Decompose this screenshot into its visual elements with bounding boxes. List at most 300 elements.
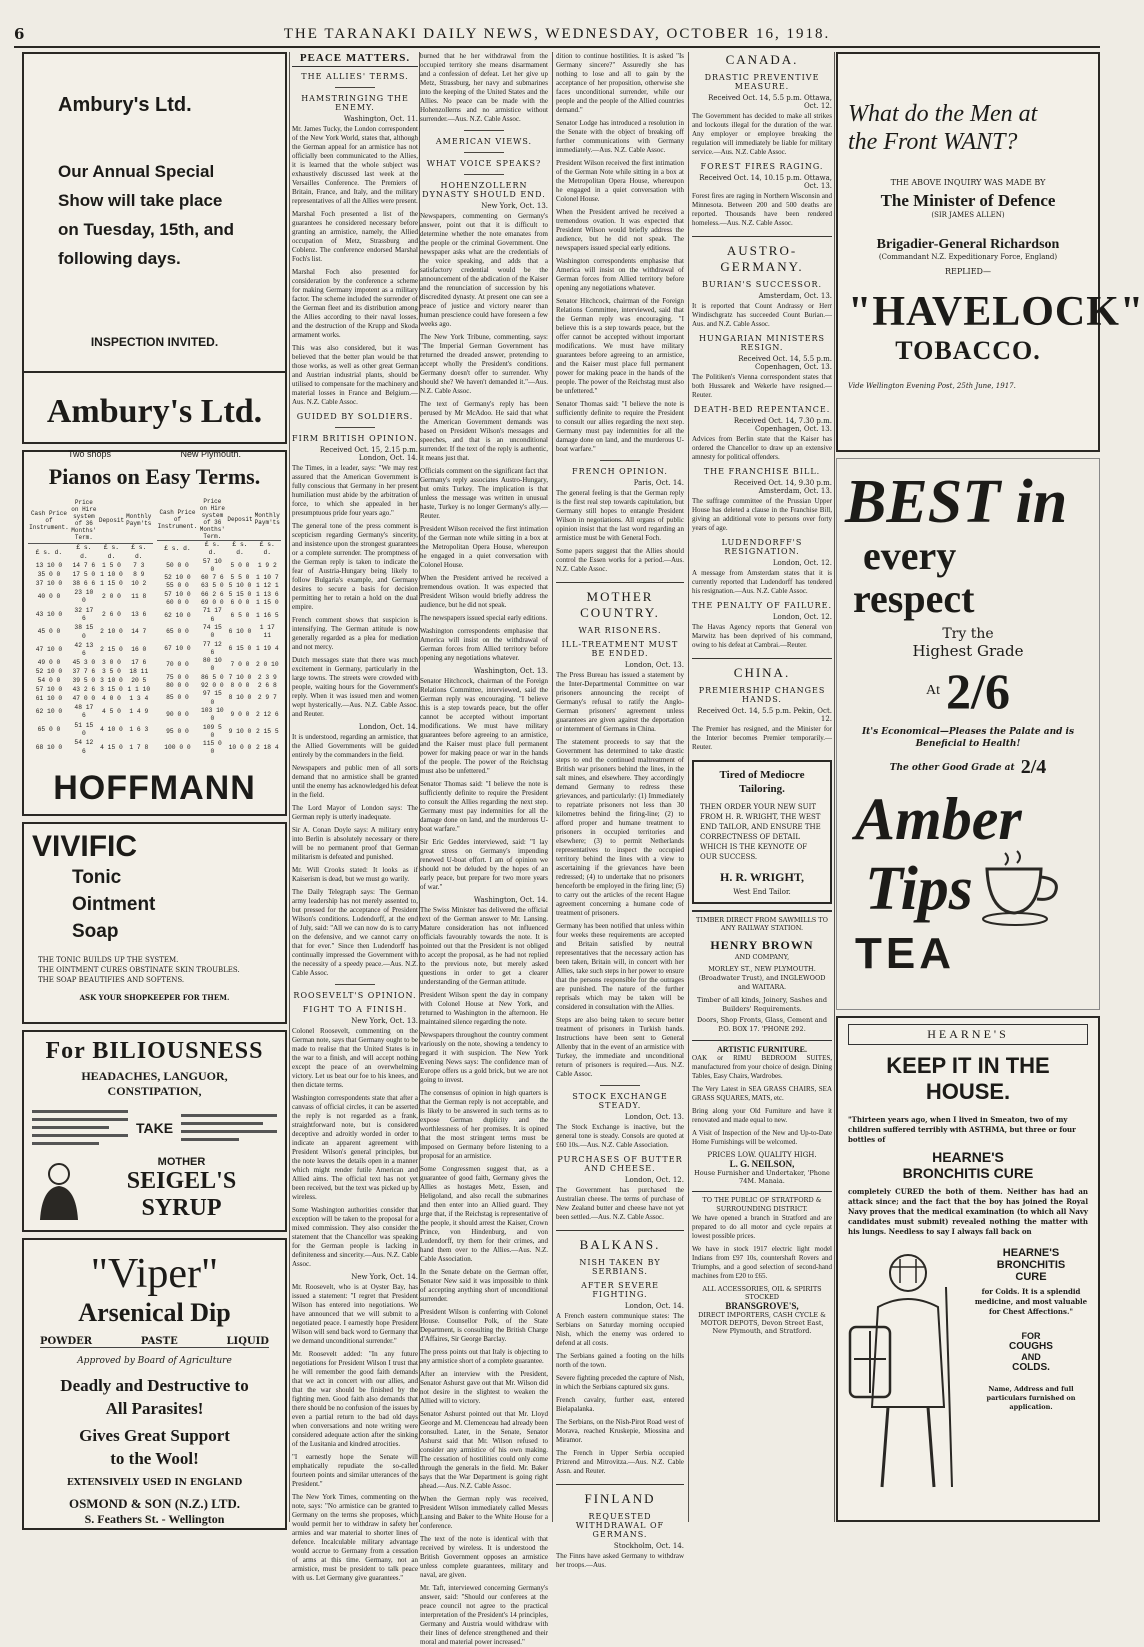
article-paragraph: Mr. Will Crooks stated: It looks as if Kaiserism is dead, but we must go warily. [292,866,418,883]
table-row [28,571,153,580]
brown-top: TIMBER DIRECT FROM SAWMILLS TO ANY RAILWAY STATION. [696,916,828,932]
table-cell: 65 0 0 [166,628,189,636]
viper-slogan-2: All Parasites! [105,1399,204,1418]
table-cell: 1 5 0 [102,561,121,569]
table-cell: £ s. d. [131,544,147,560]
news-column-american-views [420,52,548,1646]
column-rule [688,52,689,1522]
article-paragraph: President Wilson received the first intimation of the German Note while sitting in a box at the Metropolitan Opera House, whereupon he engaged in a quiet conversation with Colonel House. [556,159,684,203]
table-cell: 43 2 6 [72,685,96,693]
table-cell: 5 10 0 [228,582,252,590]
section-title-balkans: BALKANS. [556,1230,684,1253]
table-cell: 52 10 0 [164,574,191,582]
table-cell: 45 0 0 [37,628,61,636]
table-cell: 74 15 0 [202,623,222,640]
neilson-name: L. G. NEILSON, [729,1159,795,1169]
article-paragraph: Officials comment on the significant fact that Germany's reply associates Austro-Hungary, but omits Turkey. The implication is that unless the message was written in unusual haste, Turkey is no longer Germany's ally.—Reuter. [420,467,548,520]
article-paragraph: The suffrage committee of the Prussian Upper House has deleted a clause in the Franchise Bill, giving an additional vote to persons over forty years of age. [692,497,832,532]
wright-name: H. R. WRIGHT, [720,870,804,884]
col-header: Cash Price of Instrument. [157,498,199,541]
dateline: Stockholm, Oct. 14. [613,1542,684,1550]
seigel-mother: MOTHER [157,1156,206,1168]
dateline: London, Oct. 12. [624,1176,684,1184]
table-cell: 1 9 2 [257,561,277,569]
amber-try: Try the [942,626,994,642]
table-cell: 3 5 0 [102,668,121,676]
table-cell: 1 16 5 [255,611,279,619]
article-paragraph: Some papers suggest that the Allies should control the Essen works for a period.—Aus. N.Z. Cable Assoc. [556,547,684,573]
article-paragraph: President Wilson is conferring with Colonel House. Counsellor Polk, of the State Department, is consulting the British Charge d'Affaires, Sir George Barclay. [420,1308,548,1343]
col-header: Price on Hire system of 36 Months' Term. [199,498,225,540]
table-row [28,588,153,606]
news-column-peace [292,52,418,1582]
article-paragraph: Severe fighting preceded the capture of Nish, in which the Serbians captured six guns. [556,1374,684,1391]
table-cell: 54 12 6 [74,739,94,755]
table-cell: 13 10 0 [35,561,63,569]
table-cell: 37 7 6 [72,668,96,676]
havelock-source: Vide Wellington Evening Post, 25th June, 1917. [848,382,1016,390]
column-rule [834,52,835,1522]
table-cell: 10 0 0 [228,744,252,752]
table-row [28,677,153,686]
col-header: Cash Price of Instrument. [28,498,70,543]
seigel-syrup: SEIGEL'S SYRUP [126,1168,237,1221]
article-paragraph: The Serbians gained a footing on the hills north of the town. [556,1352,684,1369]
table-cell: 42 13 6 [74,641,94,658]
table-cell: 2 3 9 [257,673,277,681]
table-row [157,582,282,590]
table-cell: 38 6 6 [72,579,96,587]
table-cell: 80 10 0 [202,657,222,673]
subheading: ROOSEVELT'S OPINION. [293,991,417,1000]
amburys-name-large: Ambury's Ltd. [46,393,263,430]
table-cell: 5 5 0 [230,574,250,582]
page-number: 6 [14,25,25,43]
bransgrove-text: DIRECT IMPORTERS, CASH CYCLE & MOTOR DEPOTS, Devon Street East, New Plymouth, and Stratford. [698,1311,826,1335]
dateline: Received Oct. 14, 9.30 p.m. Amsterdam, Oct. 13. [733,479,832,495]
subheading: HAMSTRINGING THE ENEMY. [301,94,409,112]
article-paragraph: The Lord Mayor of London says: The German reply is utterly inadequate. [292,804,418,821]
table-cell: 9 0 0 [230,711,250,719]
article-paragraph: In the Senate debate on the German offer, Senator New said it was impossible to think of accepting anything short of unconditional surrender. [420,1268,548,1303]
peace-title: PEACE MATTERS. [292,52,418,67]
amber-highest: Highest Grade [912,642,1024,660]
article-paragraph: President Wilson received the first intimation of the German note while sitting in a box at the Metropolitan Opera House, whereupon he engaged in a quiet conversation with Colonel House. [420,525,548,569]
article-paragraph: dition to continue hostilities. It is asked "Is Germany sincere?" Assuredly she has nothing to lose and all to gain by the acceptance of her proposition, otherwise she faces unconditional surrender, while our people and the people of the Allied countries demand." [556,52,684,114]
table-cell: 103 10 0 [201,706,224,723]
article-paragraph: Marshal Foch presented a list of the guarantees he considered necessary before granting an armistice, namely, the Allied occupation of Metz, Strassburg and Coblenz. The conference endorsed Marshal Foch's list. [292,210,418,263]
article-paragraph: The text of the note is identical with that received by wireless. It is understood the British Government opposes an armistice unless complete guarantees, military and naval, are given. [420,1535,548,1579]
section-title-austro-germany: AUSTRO-GERMANY. [692,236,832,275]
table-cell: 80 0 0 [166,682,189,690]
table-row [28,739,153,757]
article-paragraph: Washington correspondents state that after a canvass of official circles, it can be asserted the reply is not regarded as a frank, straightforward note, but is considered deceptive and adroitly worded in order to indicate an apparent agreement with President Wilson's general principles, but the note leaves the details open in a manner which might render futile American and Allied aims. The official text has not yet been received, but the text was picked up by wireless. [292,1094,418,1201]
dateline: London, Oct. 14. [624,1302,684,1310]
article-paragraph: Dutch messages state that there was much excitement in Germany, particularly in the large towns. The streets were crowded with people, waiting hours for the Government's reply. When it was issued men and women wept hysterically.—Aus. N.Z. Cable Assoc. and Reuter. [292,656,418,718]
show-line: Our Annual Special [58,162,215,181]
news-column-mother-country [556,52,684,1569]
table-cell: 2 18 4 [255,744,279,752]
subheading: THE FRANCHISE BILL. [703,467,821,476]
table-cell: 13 6 [131,610,147,618]
subheading: THE ALLIES' TERMS. [301,72,409,81]
article-paragraph: Steps are also being taken to secure better treatment of prisoners in Turkish hands. Instructions have been sent to General Allenby that in the event of an armistice with Turkey, the immediate and unconditional return of prisoners is required.—Aus. N.Z. Cable Assoc. [556,1016,684,1078]
article-paragraph: Marshal Foch also presented for consideration by the conference a scheme for making Germany impotent as a military factor. The scheme included the surrender of the German fleet and its distribution among the Allies according to their naval losses, and the destruction of the Krupp and Skoda armament works. [292,268,418,339]
table-cell: 6 5 0 [230,611,250,619]
table-cell: 63 5 0 [201,582,224,590]
dateline: New York, Oct. 13. [351,1017,418,1025]
show-line: on Tuesday, 15th, and [58,220,235,239]
subheading: DRASTIC PREVENTIVE MEASURE. [704,73,820,91]
brown-items-2: Doors, Shop Fronts, Glass, Cement and P.O. BOX 17. 'PHONE 292. [696,1016,828,1033]
dateline: Washington, Oct. 13. [473,667,548,675]
table-row [28,686,153,695]
inspection-invited: INSPECTION INVITED. [90,335,219,349]
bransgrove-text: ALL ACCESSORIES, OIL & SPIRITS STOCKED [702,1285,822,1301]
subheading: NISH TAKEN BY SERBIANS. [579,1258,661,1276]
table-cell: 2 9 7 [257,694,277,702]
article-paragraph: The Government has purchased the Australian cheese. The terms of purchase of New Zealand butter and cheese have not yet been settled.—Aus. N.Z. Cable Assoc. [556,1186,684,1221]
table-cell: 17 5 0 [72,570,96,578]
article-paragraph: The Serbians, on the Nish-Pirot Road west of Morava, reached Kruskepie, Miossina and Miramor. [556,1418,684,1444]
table-row [157,641,282,658]
table-cell: 1 17 11 [259,623,275,640]
article-paragraph: French cavalry, further east, entered Bielapalanka. [556,1396,684,1413]
article-paragraph: Senator Lodge has introduced a resolution in the Senate with the object of breaking off further communications with Germany immediately.—Aus. N.Z. Cable Assoc. [556,119,684,154]
table-cell: £ s. d. [259,541,275,557]
table-row [28,624,153,642]
havelock-allen: (SIR JAMES ALLEN) [931,211,1005,219]
table-cell: 86 5 0 [201,673,224,681]
article-paragraph: Germany has been notified that unless within four weeks these requirements are accepted and Britain satisfied by neutral representatives that the necessary action has been taken, Britain will, in concert with her Allies, take such steps in her power to ensure that the persons responsible for the outrages are punished. The nature of the further reprisals which may be taken will be considered in consultation with the Allies. [556,922,684,1011]
table-cell: 50 0 0 [166,561,189,569]
subheading: STOCK EXCHANGE STEADY. [572,1092,668,1110]
table-cell: 57 10 0 [164,590,191,598]
amber-other: The other Good Grade at [889,762,1015,773]
havelock-question-2: the Front WANT? [848,129,1018,155]
table-cell: 4 5 0 [102,708,121,716]
table-cell: 52 10 0 [35,668,63,676]
table-cell: 1 10 0 [100,570,123,578]
subheading: ILL-TREATMENT MUST BE ENDED. [561,640,679,658]
dateline: New York, Oct. 13. [481,202,548,210]
article-paragraph: Some Washington authorities consider that exception will be taken to the proposal for a mixed commission. They also consider the statement that the Chancellor was speaking for the German people is lacking in definiteness and sincerity.—Aus. N.Z. Cable Assoc. [292,1206,418,1268]
viper-form: PASTE [140,1336,178,1347]
vivific-claim: THE TONIC BUILDS UP THE SYSTEM. [38,956,179,964]
table-cell: 70 0 0 [166,661,189,669]
article-paragraph: The Politiken's Vienna correspondent states that both Hussarek and Wekerle have resigned.—Reuter. [692,373,832,399]
hearne-body: completely CURED the both of them. Neither has had an attack since; and the fact that the boy has joined the Royal Navy proves that the medical examination (to which all Navy candidates must submit) revealed nothing the matter with his lungs. Needless to say I always fall back on [848,1187,1088,1236]
bransgrove-text: We have opened a branch in Stratford and are prepared to do all motor and cycle repairs at lowest possible prices. [692,1214,832,1240]
table-cell: 5 0 0 [230,561,250,569]
article-paragraph: Washington correspondents emphasise that America will insist on the withdrawal of German forces from Allied territory before opening any negotiations whatever. [556,257,684,292]
article-paragraph: This was also considered, but it was believed that the better plan would be that those works, as well as other great German and Austrian industrial plants, should be utilised to compensate for the machinery and material losses in France and Belgium.—Aus. N.Z. Cable Assoc. [292,344,418,406]
table-cell: 4 10 0 [100,725,123,733]
table-cell: 7 3 [133,561,145,569]
table-row [157,707,282,724]
article-paragraph: After an interview with the President, Senator Ashurst gave out that Mr. Wilson did not desire in the slightest to weaken the Allied will to victory. [420,1370,548,1405]
table-cell: 61 10 0 [35,694,63,702]
neilson-text: A Visit of Inspection of the New and Up-to-Date Home Furnishings will be welcomed. [692,1129,832,1146]
table-cell: 2 0 0 [102,592,121,600]
amburys-shops: Two shops [68,449,112,459]
article-paragraph: The Daily Telegraph says: The German army leadership has not merely assented to, but pressed for the acceptance of President Wilson's conditions. Ludendorff, at the end of July, said: "All we can now do is to carry on the defensive, and we cannot carry on that for ever." Since then Ludendorff has continually impressed the Government with the necessity of a speedy peace.—Aus. N.Z. Cable Assoc. [292,888,418,977]
table-cell: 4 15 0 [100,743,123,751]
hearne-side-3: CURE [1015,1271,1047,1283]
table-cell: 23 10 0 [74,588,94,605]
subheading: FRENCH OPINION. [572,467,668,476]
subheading: PURCHASES OF BUTTER AND CHEESE. [557,1155,683,1173]
article-paragraph: The Stock Exchange is inactive, but the general tone is steady. Consols are quoted at £60 10s.—Aus. N.Z. Cable Association. [556,1123,684,1149]
bransgrove-advert [692,1191,832,1335]
article-paragraph: The general tone of the press comment is scepticism regarding Germany's sincerity, and insistence upon the strongest guarantees or a complete surrender. The promptness of the German reply is taken to indicate the fear of Austria-Hungary being likely to follow Bulgaria's example, and Germany desires to secure a basis for decision permitting her to retain a hold on the dual empire. [292,522,418,611]
table-cell: 1 15 0 [255,599,279,607]
amber-price-2: 2/4 [1020,756,1047,778]
table-cell: 1 1 10 [127,685,151,693]
wright-headline: Tired of Mediocre Tailoring. [719,769,805,795]
show-line: following days. [58,249,181,268]
piano-price-table-right [157,498,282,757]
table-cell: 32 17 6 [74,606,94,622]
article-paragraph: Newspapers and public men of all sorts demand that no armistice shall be granted until the enemy has acknowledged his defeat in the field. [292,764,418,799]
viper-slogan-4: to the Wool! [110,1449,199,1468]
table-cell: 75 0 0 [166,673,189,681]
dateline: London, Oct. 13. [624,661,684,669]
article-paragraph: The press points out that Italy is objecting to any armistice short of a complete guarantee. [420,1348,548,1365]
havelock-brigadier: Brigadier-General Richardson [876,237,1060,252]
subheading: FIRM BRITISH OPINION. [292,434,418,443]
table-cell: 35 0 0 [37,570,61,578]
subheading: FIGHT TO A FINISH. [302,1005,408,1014]
subheading: HOHENZOLLERN DYNASTY SHOULD END. [422,181,546,199]
seigel-sub2: CONSTIPATION, [107,1084,202,1098]
subheading: DEATH-BED REPENTANCE. [693,405,831,414]
havelock-tobacco-advert [836,52,1144,452]
hearne-coughs: COUGHS [1009,1341,1053,1352]
table-row [28,668,153,677]
amber-every: every [863,533,957,578]
viper-approved: Approved by Board of Agriculture [77,1356,232,1366]
dateline: Received Oct. 15, 2.15 p.m. London, Oct. 14. [319,446,418,462]
table-cell: 2 12 6 [255,711,279,719]
brown-items: Timber of all kinds, Joinery, Sashes and Builders' Requirements. [696,996,828,1013]
article-paragraph: A French eastern communique states: The Serbians on Saturday morning occupied Nish, which the enemy was ordered to defend at all costs. [556,1312,684,1347]
section-title-canada: CANADA. [725,52,799,67]
table-cell: 43 10 0 [35,610,63,618]
table-cell: 11 8 [131,592,147,600]
article-paragraph: The New York Tribune, commenting, says: "The Imperial German Government has returned the dreaded answer, pretending to accept wholly the President's conditions. Germany doesn't offer to surrender. Why should she? We haven't demanded it."—Aus. N.Z. Cable Assoc. [420,333,548,395]
table-cell: 16 0 [131,646,147,654]
article-paragraph: Mr. Taft, interviewed concerning Germany's answer, said: "Should our conferees at the peace council not agree to the practical interpretation of the President's 14 principles, Germany and Austria would withdraw with their lines of defence strengthened and their moral and material power increased." [420,1584,548,1646]
table-row [157,541,282,558]
vivific-tonic: Tonic [72,867,122,888]
dateline: London, Oct. 14. [358,723,418,731]
table-row [157,740,282,757]
dateline: Received Oct. 14, 5.5 p.m. Pekin, Oct. 12. [697,707,832,723]
bransgrove-name: BRANSGROVE'S, [725,1301,799,1311]
hearne-and: AND [1021,1352,1041,1362]
table-row [157,574,282,582]
subheading: AFTER SEVERE FIGHTING. [581,1281,659,1299]
hearne-brand-banner: HEARNE'S [848,1024,1088,1045]
subheading: BURIAN'S SUCCESSOR. [701,280,823,289]
table-cell: 18 11 [129,668,149,676]
table-cell: £ s. d. [204,541,220,557]
dateline: Washington, Oct. 11. [343,115,418,123]
table-row [157,591,282,599]
table-cell: 71 17 6 [202,607,222,623]
wright-tailor-advert [692,760,832,904]
table-cell: 1 7 8 [129,743,149,751]
viper-form: LIQUID [226,1336,269,1347]
table-cell: 66 2 6 [201,590,224,598]
hearne-side-1: HEARNE'S [1002,1247,1060,1259]
subheading: AMERICAN VIEWS. [435,137,533,146]
table-cell: 8 9 [133,570,145,578]
table-row [28,721,153,739]
table-row [157,558,282,575]
section-title-finland: FINLAND [556,1484,684,1507]
table-cell: 2 15 0 [100,646,123,654]
dateline: Washington, Oct. 14. [473,896,548,904]
havelock-replied: REPLIED— [945,267,991,276]
table-cell: 8 0 0 [230,682,250,690]
table-row [157,690,282,707]
bransgrove-text: We have in stock 1917 electric light model Indians from £97 10s, countershaft Rovers and Triumphs, and a good selection of second-hand machines from £20 to £65. [692,1245,832,1280]
vivific-claim: THE OINTMENT CURES OBSTINATE SKIN TROUBLES. [38,966,240,974]
table-cell: 54 0 0 [37,677,61,685]
news-column-canada [692,52,832,1522]
piano-price-table-left [28,498,153,757]
article-paragraph: Colonel Roosevelt, commenting on the German note, says that Germany ought to be made to realise that the United States is in the war to a finish, and will accept nothing except the peace of an overwhelming victory. Let us beat our foe to his knees, and then dictate terms. [292,1027,418,1089]
table-cell: 62 10 0 [35,708,63,716]
table-cell: 38 15 0 [74,624,94,640]
havelock-question-1: What do the Men at [848,101,1038,127]
table-cell: 20 5 [131,677,147,685]
show-line: Show will take place [58,191,223,210]
dateline: Received Oct. 14, 5.5 p.m. Copenhagen, Oct. 13. [738,355,832,371]
table-cell: £ s. d. [164,545,191,553]
table-cell: 1 4 9 [129,708,149,716]
wright-sub: West End Tailor. [733,888,791,896]
table-cell: 40 0 0 [37,592,61,600]
table-cell: £ s. d. [232,541,248,557]
table-cell: 49 0 0 [37,659,61,667]
neilson-text: House Furnisher and Undertaker, 'Phone 74M. Manaia. [694,1169,830,1185]
article-paragraph: The Times, in a leader, says: "We may rest assured that the American Government is fully conscious that Germany in her present humiliation must abide by the arbitration of force, to which she appealed in her presumptuous pride four years ago." [292,464,418,517]
amber-economical: It's Economical—Pleases the Palate and is Beneficial to Health! [861,727,1075,749]
article-paragraph: Senator Thomas said: "I believe the note is sufficiently definite to require the President to consult our allies regarding the next step. Germany must pay indemnities for all the damage done on land, and the murderous U-boat warfare." [556,400,684,453]
table-row [28,641,153,659]
table-cell: 14 7 6 [72,561,96,569]
table-cell: 51 15 0 [74,721,94,737]
table-cell: 8 10 0 [228,694,252,702]
dateline: London, Oct. 13. [624,1113,684,1121]
article-paragraph: Mr. Roosevelt added: "In any future negotiations for President Wilson I trust that he will remember the good faith demands that we act in concert with our allies, and that the war should be finished by the fighting men. Good faith also demands that there should be no confusion of the issues by even a partial return to the bad old days when conversations and note writing were considered adequate action after the sinking of the Lusitania and kindred atrocities. [292,1350,418,1448]
havelock-brigadier-sub: (Commandant N.Z. Expeditionary Force, England) [878,253,1058,261]
wright-body: THEN ORDER YOUR NEW SUIT FROM H. R. WRIGHT, THE WEST END TAILOR, AND ENSURE THE CORRECTNESS OF DETAIL WHICH IS THE KEYNOTE OF OUR SUCCESS. [700,803,821,861]
table-row [28,562,153,571]
table-row [157,657,282,674]
table-cell: 92 0 0 [201,682,224,690]
article-paragraph: Sir Eric Geddes interviewed, said: "I lay great stress on Germany's impending renewed U-boat effort. I am of opinion we should not be deluded by the hopes of an early peace, but prepare for two more years of war." [420,838,548,891]
table-cell: 1 3 4 [129,694,149,702]
viper-slogan-3: Gives Great Support [79,1426,230,1445]
table-cell: 65 0 0 [37,725,61,733]
havelock-brand: "HAVELOCK" [848,289,1144,335]
table-cell: 47 0 0 [72,694,96,702]
article-paragraph: Newspapers, commenting on Germany's answer, point out that it is difficult to determine whether the note emanates from the people or the criminal Government. One newspaper asks what are the credentials of the voice speaking, and adds that a satisfactory credential would be the announcement of the abdication of the Kaiser and the renunciation of succession by his discredited dynasty. At present one can see a peace of justice and victory nearer than human prescience could have foreseen a few weeks ago. [420,212,548,328]
article-paragraph: Senator Thomas said: "I believe the note is sufficiently definite to require the President to consult the Allies regarding the next step. Germany must pay indemnities for all the damage done on land, and the murderous U-boat warfare." [420,780,548,833]
brown-name: HENRY BROWN [710,938,814,952]
article-paragraph: The Premier has resigned, and the Minister for the Interior becomes Premier temporarily.—Reuter. [692,725,832,751]
vivific-claim: THE SOAP BEAUTIFIES AND SOFTENS. [38,976,185,984]
hearne-quote: "Thirteen years ago, when I lived in Smeaton, two of my children suffered terribly with ASTHMA, but three or four bottles of [848,1115,1076,1144]
col-header: Deposit [226,498,253,541]
article-paragraph: The Finns have asked Germany to withdraw her troops.—Aus. [556,1552,684,1569]
article-paragraph: The text of Germany's reply has been perused by Mr McAdoo. He said that what the American Government demands was based on President Wilson's messages and speeches, and that is an unconditional surrender. If the text of the reply is authentic, it means just that. [420,400,548,462]
col-header: Monthly Paym'ts [125,498,152,543]
hearne-name: HEARNE'S [932,1149,1004,1165]
hearne-side-2: BRONCHITIS [996,1259,1066,1271]
table-row [28,606,153,624]
table-cell: 7 10 0 [228,673,252,681]
hearne-for: FOR [1021,1331,1041,1341]
havelock-tobacco: TOBACCO. [895,336,1041,365]
article-paragraph: Senator Ashurst pointed out that Mr. Lloyd George and M. Clemenceau had already been consulted. Later, in the Senate, Senator Ashurst said that Mr. Wilson refused to consider any armistice of his own making. The cessation of hostilities could only come through the generals in the field. Mr. Baker says that the War Department is going right ahead.—Aus. N.Z. Cable Assoc. [420,1410,548,1490]
viper-used: EXTENSIVELY USED IN ENGLAND [66,1478,243,1488]
table-row [157,599,282,607]
table-row [157,607,282,624]
table-cell: 2 6 8 [257,682,277,690]
article-paragraph: Newspapers throughout the country comment variously on the note, showing a tendency to regard it with suspicion. The New York Evening News says: The confidence man of Europe offers us a gold brick, but we are not going to invest. [420,1031,548,1084]
table-cell: 2 10 0 [100,628,123,636]
knight-illustration-icon [848,1247,968,1497]
table-cell: 48 17 6 [74,703,94,720]
article-paragraph: French comment shows that suspicion is intensifying. The German attitude is now generally regarded as a plea for mediation and not mercy. [292,616,418,651]
table-cell: 6 15 0 [228,644,252,652]
article-paragraph: "I earnestly hope the Senate will emphatically repudiate the so-called fourteen points and similar utterances of the President." [292,1453,418,1488]
amber-at: At [926,683,941,698]
subheading: WHAT VOICE SPEAKS? [426,159,542,168]
amber-best: BEST in [845,468,1068,536]
column-rule [552,52,553,1522]
article-paragraph: The newspapers issued special early editions. [420,614,548,622]
amburys-name: Ambury's Ltd. [58,94,192,116]
vivific-name: VIVIFIC [32,830,138,863]
advert-column-left [22,52,287,1526]
advert-column-right [836,52,1144,1522]
subheading: REQUESTED WITHDRAWAL OF GERMANS. [575,1512,665,1539]
dateline: London, Oct. 12. [772,559,832,567]
col-header: Price on Hire system of 36 Months' Term. [71,499,97,542]
article-paragraph: The general feeling is that the German reply is the first real step towards capitulation, but Germany still hopes to entangle President Wilson in negotiations. All organs of public opinion insist that the last word regarding an armistice must be with General Foch. [556,489,684,542]
article-paragraph: Washington correspondents emphasise that America will insist on the withdrawal of German forces from Allied territory before opening any negotiations whatever. [420,627,548,662]
table-cell: 9 10 0 [228,727,252,735]
subheading: LUDENDORFF'S RESIGNATION. [721,538,803,556]
article-paragraph: It is reported that Count Andrassy or Herr Windischgratz has succeeded Count Burian.—Aus. and N.Z. Cable Assoc. [692,302,832,328]
table-cell: 90 0 0 [166,711,189,719]
newspaper-title: THE TARANAKI DAILY NEWS, WEDNESDAY, OCTOBER 16, 1918. [283,25,831,42]
dateline: Received Oct. 14, 7.30 p.m. Copenhagen, Oct. 13. [733,417,832,433]
neilson-headline: ARTISTIC FURNITURE. [717,1045,807,1054]
amburys-town: New Plymouth. [180,449,241,459]
hearne-side-text: for Colds. It is a splendid medicine, and most valuable for Chest Affections." [974,1287,1088,1316]
amber-respect: respect [853,576,975,621]
article-paragraph: The Swiss Minister has delivered the official text of the German answer to Mr. Lansing. Mature consideration has not influenced officials favourably towards the note. It is pointed out that the President is not obliged to accept the proposal, as he had not replied to the previous note, but merely asked questions in order to get a clearer understanding of the German attitude. [420,906,548,986]
subheading: FOREST FIRES RAGING. [700,162,824,171]
table-row [28,579,153,588]
